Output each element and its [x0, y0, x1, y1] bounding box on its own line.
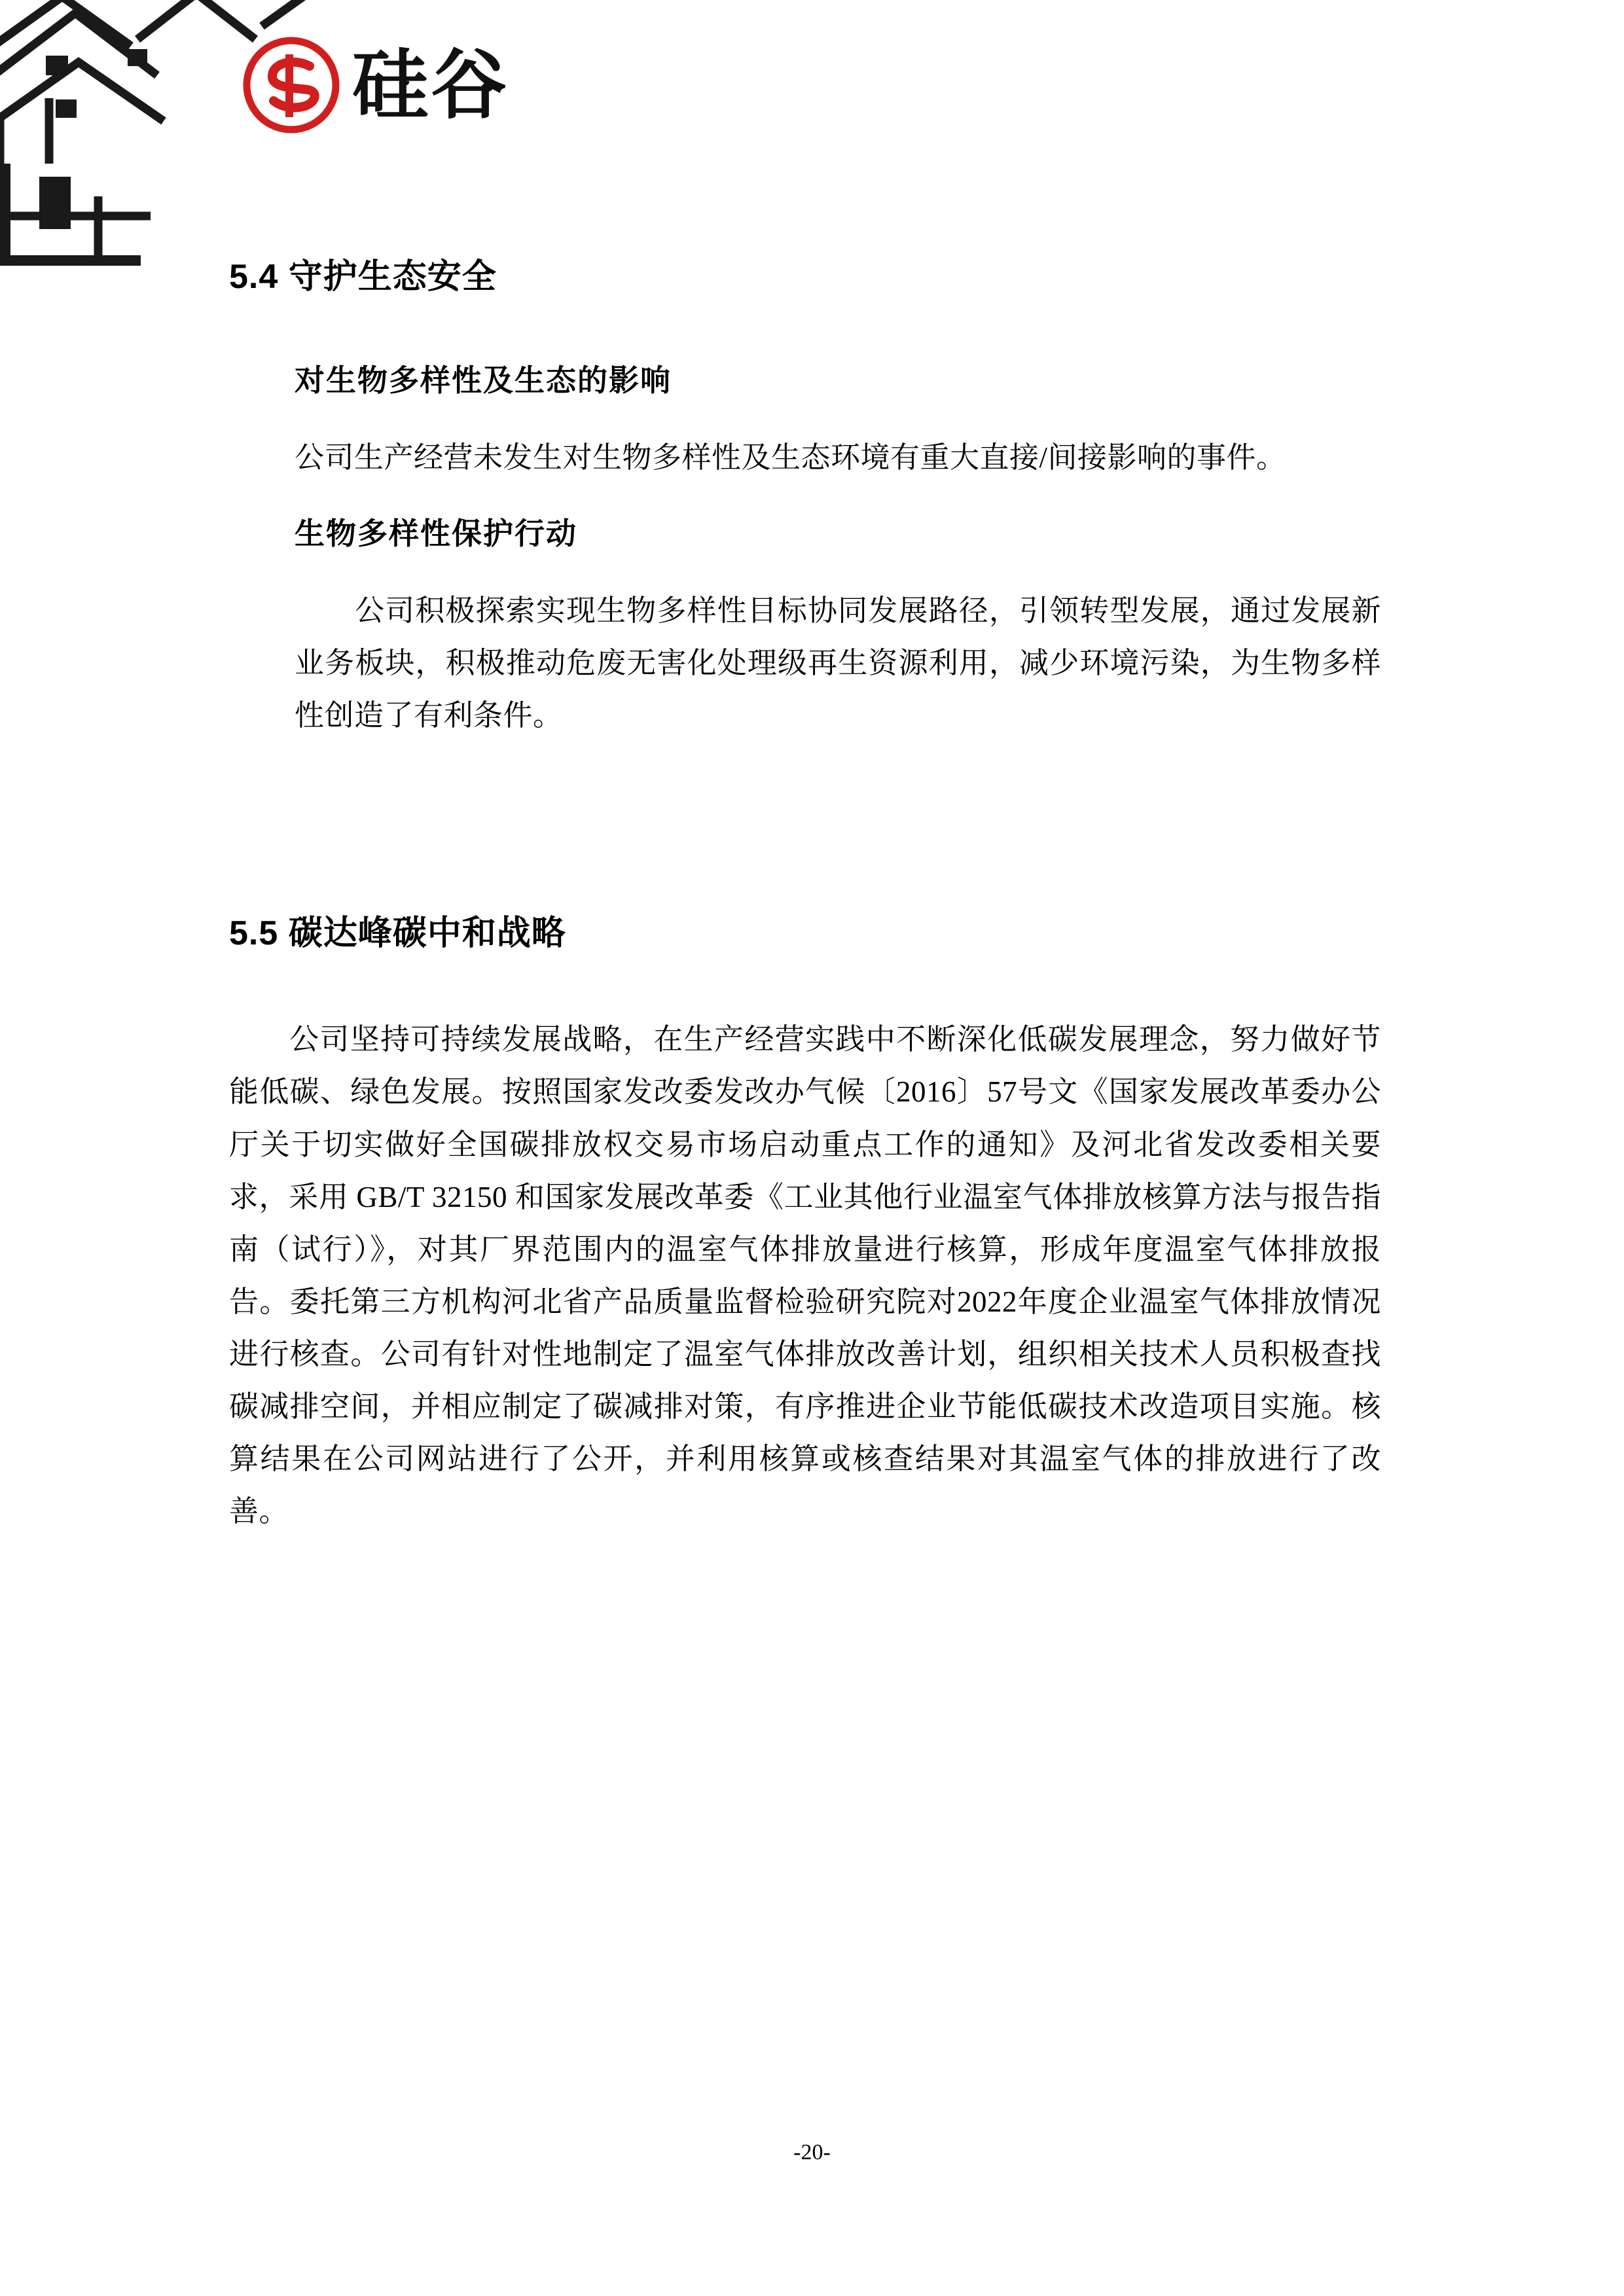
- section-heading-5-4: 5.4 守护生态安全: [229, 258, 497, 296]
- subheading-biodiversity-impact: 对生物多样性及生态的影响: [295, 364, 672, 397]
- section-heading-5-5: 5.5 碳达峰碳中和战略: [229, 914, 566, 953]
- logo-wordmark: 硅谷: [352, 43, 509, 128]
- section-5-4-block-1: [295, 357, 1381, 742]
- page-number: -20-: [793, 2140, 831, 2164]
- paragraph-carbon-peak-neutrality-strategy: 公司坚持可持续发展战略，在生产经营实践中不断深化低碳发展理念，努力做好节能低碳、绿色发展。按照国家发改委发改办气候〔2016〕57号文《国家发展改革委办公厅关于切实做好全国碳排放权交易市场启动重点工作的通知》及河北省发改委相关要求，采用 GB/T 32150 和国家发展改革委《工业其他行业温室气体排放核算方法与报告指南（试行）》，对其厂界范围内的温室气体排放量进行核算，形成年度温室气体排放报告。委托第三方机构河北省产品质量监督检验研究院对2022年度企业温室气体排放情况进行核查。公司有针对性地制定了温室气体排放改善计划，组织相关技术人员积极查找碳减排空间，并相应制定了碳减排对策，有序推进企业节能低碳技术改造项目实施。核算结果在公司网站进行了公开，并利用核算或核查结果对其温室气体的排放进行了改善。: [229, 1023, 1381, 1528]
- paragraph-biodiversity-impact: 公司生产经营未发生对生物多样性及生态环境有重大直接/间接影响的事件。: [295, 441, 1286, 474]
- paragraph-biodiversity-protection-action: 公司积极探索实现生物多样性目标协同发展路径，引领转型发展，通过发展新业务板块，积极推动危废无害化处理级再生资源利用，减少环境污染，为生物多样性创造了有利条件。: [295, 594, 1381, 732]
- silicon-valley-logo-mark-icon: [242, 36, 340, 134]
- document-body: [229, 249, 1381, 1537]
- company-logo: [242, 36, 509, 134]
- subheading-biodiversity-protection-action: 生物多样性保护行动: [295, 517, 577, 551]
